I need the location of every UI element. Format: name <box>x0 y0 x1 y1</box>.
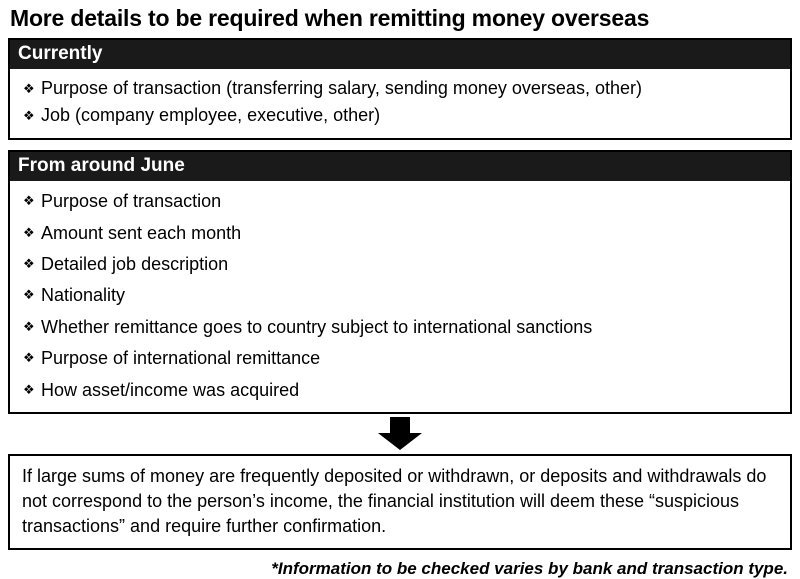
list-item-label: Purpose of international remittance <box>41 348 321 369</box>
bullet-icon: ❖ <box>23 108 35 124</box>
conclusion-box <box>8 454 792 550</box>
section-from-around-june-body <box>10 181 790 412</box>
list-item <box>22 188 780 215</box>
bullet-icon: ❖ <box>23 350 35 366</box>
section-from-around-june-header: From around June <box>10 152 790 181</box>
footnote: *Information to be checked varies by bank and transaction type. <box>271 559 788 579</box>
from-around-june-list <box>22 188 780 404</box>
bullet-icon: ❖ <box>23 287 35 303</box>
section-from-around-june <box>8 150 792 414</box>
list-item <box>22 220 780 247</box>
arrow-container <box>8 414 792 454</box>
bullet-icon: ❖ <box>23 318 35 334</box>
list-item-label: Job (company employee, executive, other) <box>41 105 381 126</box>
list-item-label: Nationality <box>41 285 126 306</box>
bullet-icon: ❖ <box>23 381 35 397</box>
list-item <box>22 103 780 129</box>
list-item-label: Purpose of transaction (transferring salary, sending money overseas, other) <box>41 78 642 99</box>
bullet-icon: ❖ <box>23 81 35 97</box>
currently-list <box>22 76 780 129</box>
list-item <box>22 76 780 102</box>
section-currently <box>8 38 792 140</box>
list-item-label: Whether remittance goes to country subject to international sanctions <box>41 316 593 337</box>
list-item-label: Purpose of transaction <box>41 191 222 212</box>
list-item <box>22 345 780 372</box>
list-item <box>22 314 780 341</box>
list-item <box>22 282 780 309</box>
conclusion-text: If large sums of money are frequently deposited or withdrawn, or deposits and withdrawals do not correspond to the person’s income, the financial institution will deem these “suspicious transactions” and require further confirmation. <box>22 465 767 536</box>
down-arrow-icon <box>377 417 423 451</box>
section-currently-body <box>10 69 790 138</box>
page-title: More details to be required when remitting money overseas <box>10 5 650 31</box>
bullet-icon: ❖ <box>23 224 35 240</box>
list-item-label: How asset/income was acquired <box>41 379 300 400</box>
bullet-icon: ❖ <box>23 256 35 272</box>
section-currently-header: Currently <box>10 40 790 69</box>
list-item-label: Amount sent each month <box>41 222 242 243</box>
bullet-icon: ❖ <box>23 193 35 209</box>
list-item <box>22 377 780 404</box>
list-item <box>22 251 780 278</box>
list-item-label: Detailed job description <box>41 254 229 275</box>
